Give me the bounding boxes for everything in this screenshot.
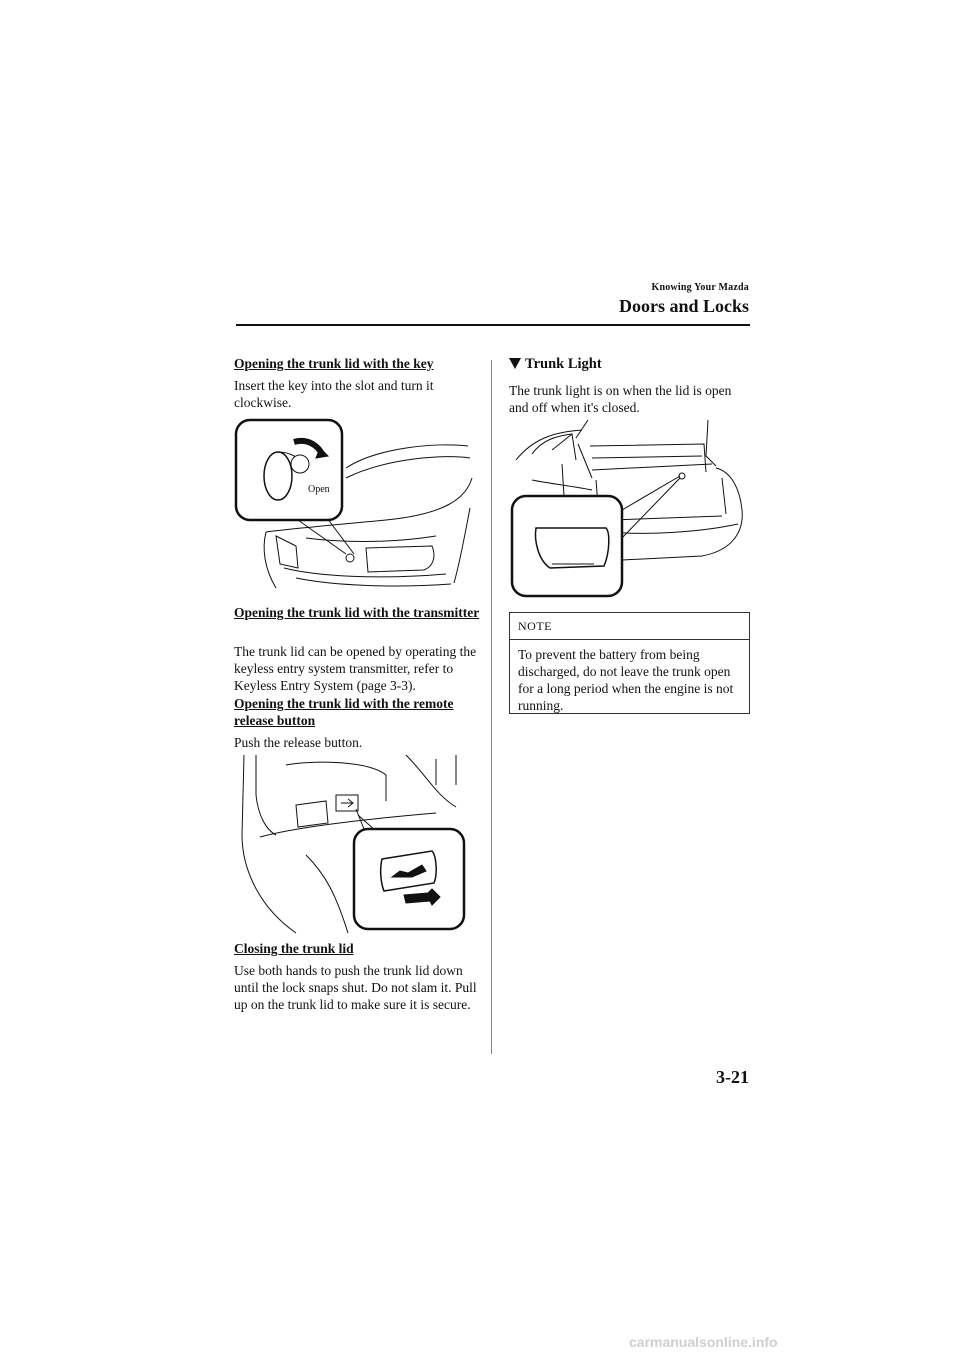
- paragraph-closing: Use both hands to push the trunk lid down until the lock snaps shut. Do not slam it. Pull up on the trunk lid to make sure it is secure.: [234, 963, 477, 1012]
- heading-transmitter: Opening the trunk lid with the transmitter: [234, 605, 480, 620]
- figure-trunk-key: [236, 418, 480, 594]
- heading-trunk-light-text: Trunk Light: [525, 356, 602, 372]
- note-text: To prevent the battery from being discharged, do not leave the trunk open for a long period when the engine is not running.: [518, 647, 734, 713]
- heading-remote: Opening the trunk lid with the remote release button: [234, 696, 454, 728]
- page-number: 3-21: [716, 1067, 749, 1087]
- figure-release-button: [236, 755, 468, 933]
- note-box: [509, 612, 750, 714]
- paragraph-trunk-light: The trunk light is on when the lid is open and off when it's closed.: [509, 383, 732, 415]
- note-title: NOTE: [510, 613, 749, 640]
- column-divider: [491, 360, 492, 1054]
- paragraph-key: Insert the key into the slot and turn it clockwise.: [234, 378, 434, 410]
- heading-key: Opening the trunk lid with the key: [234, 356, 434, 371]
- heading-trunk-light: [509, 356, 749, 373]
- section-title: Doors and Locks: [618, 296, 749, 316]
- paragraph-transmitter: The trunk lid can be opened by operating the keyless entry system transmitter, refer to Keyless Entry System (page 3-3).: [234, 644, 477, 693]
- figure-trunk-light: [512, 420, 748, 596]
- triangle-marker-icon: [509, 358, 521, 369]
- open-label: Open: [308, 484, 330, 495]
- chapter-title: Knowing Your Mazda: [651, 282, 749, 293]
- watermark: carmanualsonline.info: [629, 1334, 778, 1350]
- header-rule: [236, 324, 750, 326]
- paragraph-remote: Push the release button.: [234, 735, 363, 750]
- heading-closing: Closing the trunk lid: [234, 941, 354, 956]
